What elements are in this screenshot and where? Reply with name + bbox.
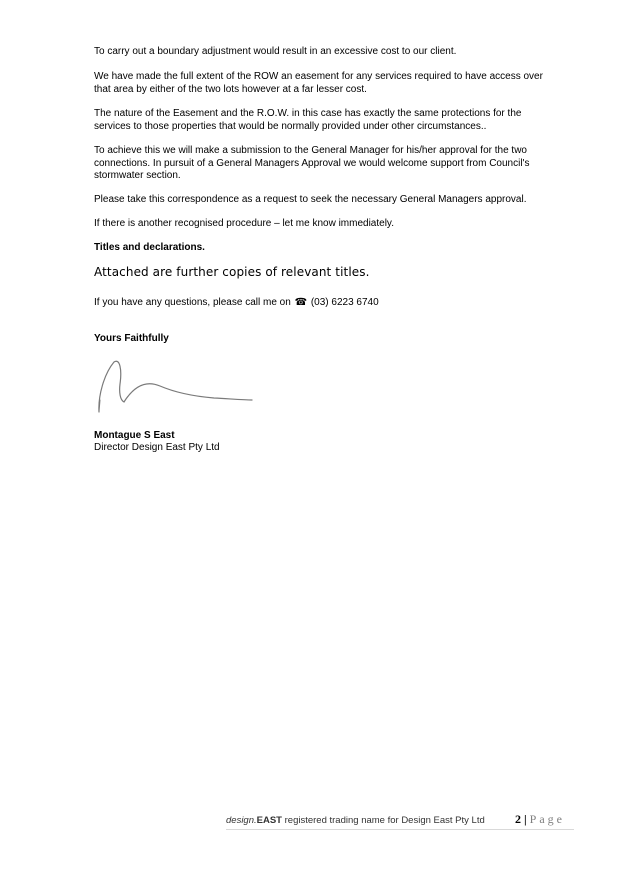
paragraph-request-approval: Please take this correspondence as a request to seek the necessary General Managers approval. xyxy=(94,194,527,205)
footer-page-number xyxy=(515,812,565,827)
page-separator: | xyxy=(524,812,527,826)
contact-prefix: If you have any questions, please call me on xyxy=(94,297,291,308)
footer-trading-text: registered trading name for Design East Pty Ltd xyxy=(281,815,485,826)
phone-number[interactable]: (03) 6223 6740 xyxy=(310,297,379,308)
titles-heading: Titles and declarations. xyxy=(94,242,205,253)
paragraph-boundary-adjustment: To carry out a boundary adjustment would result in an excessive cost to our client. xyxy=(94,46,457,57)
signatory-name: Montague S East xyxy=(94,430,175,441)
contact-line xyxy=(94,297,554,310)
page-word: Page xyxy=(529,812,565,826)
telephone-icon: ☎ xyxy=(294,297,308,308)
footer-trading-name xyxy=(226,815,485,826)
footer-brand-bold: EAST xyxy=(256,815,282,826)
paragraph-row-easement: We have made the full extent of the ROW an easement for any services required to have access over that area by either of the two lots however at a far lesser cost. xyxy=(94,71,543,95)
footer-brand-italic: design. xyxy=(226,815,257,826)
paragraph-easement-protections: The nature of the Easement and the R.O.W. in this case has exactly the same protections for the services to those properties that would be normally provided under other circumstances.. xyxy=(94,108,522,132)
paragraph-other-procedure: If there is another recognised procedure – let me know immediately. xyxy=(94,218,394,229)
page-number: 2 xyxy=(515,812,521,826)
signature-image xyxy=(94,356,256,418)
paragraph-general-manager-submission: To achieve this we will make a submission to the General Manager for his/her approval for the two connections. In pursuit of a General Managers Approval we would welcome support from Council's stormwater section. xyxy=(94,145,530,181)
footer-divider xyxy=(226,829,574,830)
closing-salutation: Yours Faithfully xyxy=(94,333,169,344)
signatory-title: Director Design East Pty Ltd xyxy=(94,442,220,453)
attached-titles-text: Attached are further copies of relevant titles. xyxy=(94,265,370,279)
